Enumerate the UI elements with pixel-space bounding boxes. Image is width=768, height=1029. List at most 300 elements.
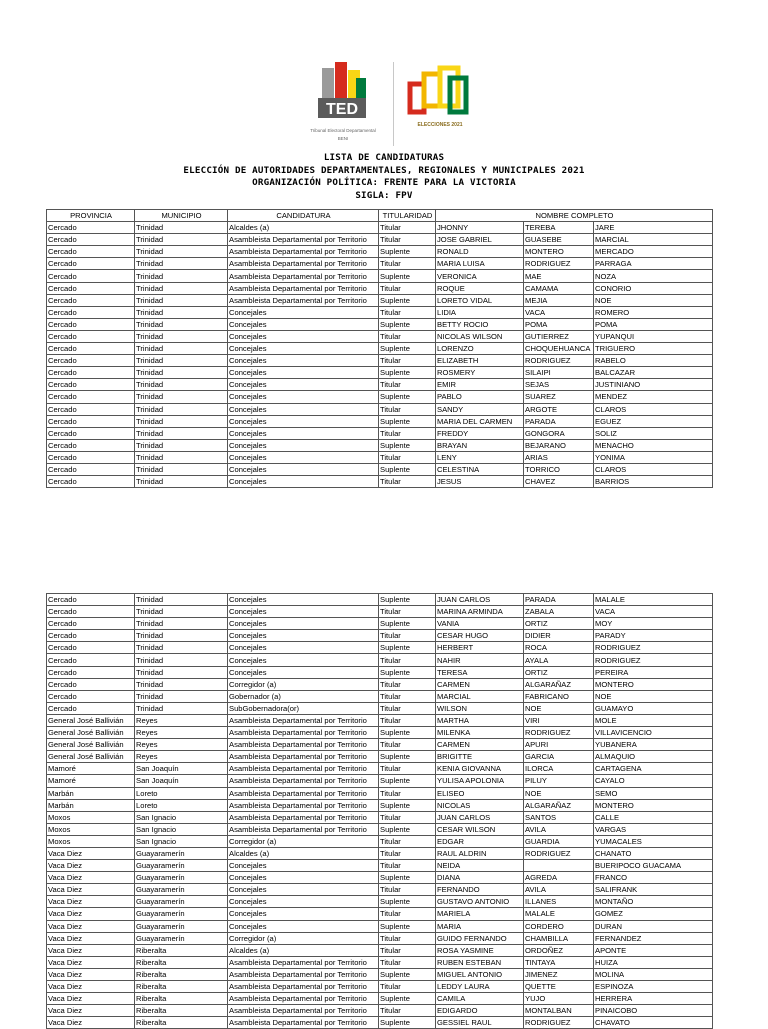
table-row: [47, 690, 713, 702]
apellido-materno-cell: MENDEZ: [594, 391, 713, 403]
table-row: [47, 451, 713, 463]
titularidad-cell: Suplente: [379, 343, 436, 355]
nombres-cell: ELIZABETH: [436, 355, 524, 367]
apellido-materno-cell: BUERIPOCO GUACAMA: [594, 860, 713, 872]
apellido-paterno-cell: [524, 860, 594, 872]
candidatura-cell: Asambleista Departamental por Territorio: [228, 727, 379, 739]
provincia-cell: General José Ballivián: [47, 739, 135, 751]
candidatura-cell: Concejales: [228, 630, 379, 642]
nombres-cell: TERESA: [436, 666, 524, 678]
municipio-cell: Trinidad: [135, 294, 228, 306]
apellido-materno-cell: FRANCO: [594, 872, 713, 884]
titularidad-cell: Suplente: [379, 872, 436, 884]
titularidad-cell: Titular: [379, 908, 436, 920]
titularidad-cell: Titular: [379, 811, 436, 823]
table-row: [47, 799, 713, 811]
table-row: [47, 896, 713, 908]
nombres-cell: MARTHA: [436, 714, 524, 726]
apellido-paterno-cell: RODRIGUEZ: [524, 1017, 594, 1029]
provincia-cell: Cercado: [47, 427, 135, 439]
provincia-cell: General José Ballivián: [47, 714, 135, 726]
apellido-materno-cell: HUIZA: [594, 956, 713, 968]
table-row: [47, 714, 713, 726]
municipio-cell: Trinidad: [135, 463, 228, 475]
nombres-cell: YULISA APOLONIA: [436, 775, 524, 787]
candidatura-cell: Concejales: [228, 884, 379, 896]
candidatura-cell: Asambleista Departamental por Territorio: [228, 763, 379, 775]
apellido-materno-cell: MENACHO: [594, 439, 713, 451]
nombres-cell: BRIGITTE: [436, 751, 524, 763]
nombres-cell: LORETO VIDAL: [436, 294, 524, 306]
municipio-cell: Trinidad: [135, 606, 228, 618]
municipio-cell: Reyes: [135, 727, 228, 739]
apellido-materno-cell: RABELO: [594, 355, 713, 367]
municipio-cell: Trinidad: [135, 318, 228, 330]
candidatura-cell: Concejales: [228, 403, 379, 415]
titularidad-cell: Titular: [379, 956, 436, 968]
municipio-cell: Trinidad: [135, 642, 228, 654]
municipio-cell: Guayaramerín: [135, 920, 228, 932]
provincia-cell: Cercado: [47, 451, 135, 463]
candidatura-cell: Alcaldes (a): [228, 847, 379, 859]
table-row: [47, 1017, 713, 1029]
apellido-paterno-cell: TEREBA: [524, 222, 594, 234]
table-row: [47, 246, 713, 258]
municipio-cell: Trinidad: [135, 702, 228, 714]
apellido-paterno-cell: CHOQUEHUANCA: [524, 343, 594, 355]
apellido-paterno-cell: JIMENEZ: [524, 968, 594, 980]
municipio-cell: Trinidad: [135, 355, 228, 367]
candidatura-cell: Alcaldes (a): [228, 222, 379, 234]
municipio-cell: Loreto: [135, 799, 228, 811]
table-row: [47, 993, 713, 1005]
municipio-cell: Guayaramerín: [135, 884, 228, 896]
nombres-cell: MILENKA: [436, 727, 524, 739]
apellido-materno-cell: VARGAS: [594, 823, 713, 835]
table-row: [47, 463, 713, 475]
titularidad-cell: Suplente: [379, 294, 436, 306]
titularidad-cell: Titular: [379, 835, 436, 847]
apellido-materno-cell: EGUEZ: [594, 415, 713, 427]
apellido-paterno-cell: APURI: [524, 739, 594, 751]
titularidad-cell: Suplente: [379, 618, 436, 630]
provincia-cell: Cercado: [47, 234, 135, 246]
titularidad-cell: Titular: [379, 678, 436, 690]
apellido-paterno-cell: POMA: [524, 318, 594, 330]
table-row: [47, 835, 713, 847]
nombres-cell: BETTY ROCIO: [436, 318, 524, 330]
candidatura-cell: Corregidor (a): [228, 835, 379, 847]
table-row: [47, 956, 713, 968]
candidatura-cell: Asambleista Departamental por Territorio: [228, 956, 379, 968]
table-row: [47, 823, 713, 835]
table-row: [47, 739, 713, 751]
provincia-cell: Cercado: [47, 270, 135, 282]
titularidad-cell: Suplente: [379, 415, 436, 427]
ted-logo: [296, 58, 390, 150]
apellido-paterno-cell: ORTIZ: [524, 618, 594, 630]
municipio-cell: Trinidad: [135, 330, 228, 342]
titularidad-cell: Suplente: [379, 727, 436, 739]
nombres-cell: EMIR: [436, 379, 524, 391]
apellido-materno-cell: PEREIRA: [594, 666, 713, 678]
provincia-cell: Cercado: [47, 702, 135, 714]
municipio-cell: Trinidad: [135, 594, 228, 606]
municipio-cell: Reyes: [135, 714, 228, 726]
table-row: [47, 630, 713, 642]
provincia-cell: Vaca Diez: [47, 932, 135, 944]
provincia-cell: Cercado: [47, 222, 135, 234]
titularidad-cell: Suplente: [379, 367, 436, 379]
candidatura-cell: Concejales: [228, 606, 379, 618]
titularidad-cell: Titular: [379, 379, 436, 391]
provincia-cell: Cercado: [47, 294, 135, 306]
provincia-cell: Vaca Diez: [47, 896, 135, 908]
table-row: [47, 944, 713, 956]
apellido-materno-cell: PARADY: [594, 630, 713, 642]
municipio-cell: Trinidad: [135, 234, 228, 246]
candidatura-cell: Asambleista Departamental por Territorio: [228, 294, 379, 306]
municipio-cell: Trinidad: [135, 618, 228, 630]
apellido-paterno-cell: MONTALBAN: [524, 1005, 594, 1017]
table-row: [47, 932, 713, 944]
titularidad-cell: Titular: [379, 330, 436, 342]
apellido-paterno-cell: SANTOS: [524, 811, 594, 823]
nombres-cell: NEIDA: [436, 860, 524, 872]
apellido-materno-cell: APONTE: [594, 944, 713, 956]
table-row: [47, 860, 713, 872]
candidatura-cell: Asambleista Departamental por Territorio: [228, 714, 379, 726]
candidatura-cell: Asambleista Departamental por Territorio: [228, 751, 379, 763]
elections-caption: ELECCIONES 2021: [417, 122, 463, 128]
apellido-paterno-cell: ORDOÑEZ: [524, 944, 594, 956]
candidatura-cell: Asambleista Departamental por Territorio: [228, 968, 379, 980]
municipio-cell: Guayaramerín: [135, 932, 228, 944]
nombres-cell: RAUL ALDRIN: [436, 847, 524, 859]
candidatura-cell: Asambleista Departamental por Territorio: [228, 787, 379, 799]
nombres-cell: JOSE GABRIEL: [436, 234, 524, 246]
nombres-cell: GUSTAVO ANTONIO: [436, 896, 524, 908]
apellido-paterno-cell: ALGARAÑAZ: [524, 678, 594, 690]
table-row: [47, 343, 713, 355]
candidatura-cell: Asambleista Departamental por Territorio: [228, 993, 379, 1005]
table-header-row: [47, 210, 713, 222]
candidatura-cell: Concejales: [228, 343, 379, 355]
table-row: [47, 884, 713, 896]
titularidad-cell: Suplente: [379, 1017, 436, 1029]
nombres-cell: BRAYAN: [436, 439, 524, 451]
candidatura-cell: Asambleista Departamental por Territorio: [228, 246, 379, 258]
provincia-cell: Cercado: [47, 690, 135, 702]
apellido-materno-cell: VILLAVICENCIO: [594, 727, 713, 739]
provincia-cell: Cercado: [47, 606, 135, 618]
titularidad-cell: Titular: [379, 234, 436, 246]
titularidad-cell: Titular: [379, 702, 436, 714]
table-body-part-1: [47, 222, 713, 488]
table-row: [47, 678, 713, 690]
provincia-cell: General José Ballivián: [47, 727, 135, 739]
apellido-materno-cell: SEMO: [594, 787, 713, 799]
municipio-cell: Trinidad: [135, 439, 228, 451]
table-row: [47, 222, 713, 234]
nombres-cell: VERONICA: [436, 270, 524, 282]
apellido-materno-cell: PARRAGA: [594, 258, 713, 270]
municipio-cell: Reyes: [135, 751, 228, 763]
municipio-cell: Trinidad: [135, 451, 228, 463]
provincia-cell: Cercado: [47, 403, 135, 415]
titularidad-cell: Titular: [379, 427, 436, 439]
apellido-paterno-cell: GUTIERREZ: [524, 330, 594, 342]
apellido-paterno-cell: FABRICANO: [524, 690, 594, 702]
apellido-materno-cell: MALALE: [594, 594, 713, 606]
candidatura-cell: Asambleista Departamental por Territorio: [228, 1005, 379, 1017]
apellido-materno-cell: CALLE: [594, 811, 713, 823]
provincia-cell: Cercado: [47, 355, 135, 367]
titularidad-cell: Titular: [379, 606, 436, 618]
apellido-paterno-cell: TORRICO: [524, 463, 594, 475]
nombres-cell: PABLO: [436, 391, 524, 403]
table-row: [47, 847, 713, 859]
table-row: [47, 751, 713, 763]
apellido-materno-cell: YUMACALES: [594, 835, 713, 847]
titularidad-cell: Suplente: [379, 318, 436, 330]
nombres-cell: HERBERT: [436, 642, 524, 654]
apellido-paterno-cell: RODRIGUEZ: [524, 355, 594, 367]
candidatura-cell: Asambleista Departamental por Territorio: [228, 258, 379, 270]
table-row: [47, 258, 713, 270]
apellido-materno-cell: MARCIAL: [594, 234, 713, 246]
apellido-paterno-cell: GUASEBE: [524, 234, 594, 246]
candidatura-cell: Concejales: [228, 872, 379, 884]
table-row: [47, 654, 713, 666]
table-row: [47, 367, 713, 379]
candidatura-cell: Concejales: [228, 391, 379, 403]
apellido-paterno-cell: GARCIA: [524, 751, 594, 763]
candidatura-cell: Asambleista Departamental por Territorio: [228, 823, 379, 835]
candidatura-cell: Concejales: [228, 367, 379, 379]
apellido-materno-cell: ESPINOZA: [594, 981, 713, 993]
provincia-cell: Cercado: [47, 246, 135, 258]
apellido-paterno-cell: SILAIPI: [524, 367, 594, 379]
provincia-cell: Moxos: [47, 823, 135, 835]
nombres-cell: JUAN CARLOS: [436, 594, 524, 606]
nombres-cell: JESUS: [436, 476, 524, 488]
provincia-cell: Cercado: [47, 379, 135, 391]
titularidad-cell: Titular: [379, 981, 436, 993]
apellido-paterno-cell: ILLANES: [524, 896, 594, 908]
table-row: [47, 908, 713, 920]
nombres-cell: KENIA GIOVANNA: [436, 763, 524, 775]
municipio-cell: Reyes: [135, 739, 228, 751]
table-row: [47, 872, 713, 884]
municipio-cell: Trinidad: [135, 282, 228, 294]
nombres-cell: EDIGARDO: [436, 1005, 524, 1017]
provincia-cell: Cercado: [47, 618, 135, 630]
candidatura-cell: Asambleista Departamental por Territorio: [228, 775, 379, 787]
apellido-paterno-cell: NOE: [524, 787, 594, 799]
apellido-materno-cell: TRIGUERO: [594, 343, 713, 355]
apellido-materno-cell: SALIFRANK: [594, 884, 713, 896]
table-row: [47, 811, 713, 823]
nombres-cell: WILSON: [436, 702, 524, 714]
apellido-materno-cell: CONORIO: [594, 282, 713, 294]
provincia-cell: Cercado: [47, 642, 135, 654]
table-row: [47, 787, 713, 799]
provincia-cell: Cercado: [47, 258, 135, 270]
candidates-table-part-1: [46, 209, 713, 488]
municipio-cell: San Ignacio: [135, 811, 228, 823]
table-row: [47, 727, 713, 739]
apellido-paterno-cell: RODRIGUEZ: [524, 258, 594, 270]
municipio-cell: Guayaramerín: [135, 908, 228, 920]
apellido-materno-cell: MERCADO: [594, 246, 713, 258]
titularidad-cell: Titular: [379, 630, 436, 642]
candidatura-cell: Concejales: [228, 451, 379, 463]
titularidad-cell: Titular: [379, 654, 436, 666]
provincia-cell: Vaca Diez: [47, 956, 135, 968]
nombres-cell: NICOLAS WILSON: [436, 330, 524, 342]
titularidad-cell: Titular: [379, 222, 436, 234]
candidatura-cell: Concejales: [228, 654, 379, 666]
apellido-paterno-cell: SUAREZ: [524, 391, 594, 403]
provincia-cell: Vaca Diez: [47, 944, 135, 956]
candidatura-cell: Concejales: [228, 642, 379, 654]
municipio-cell: Trinidad: [135, 246, 228, 258]
municipio-cell: Trinidad: [135, 343, 228, 355]
municipio-cell: Guayaramerín: [135, 847, 228, 859]
apellido-materno-cell: ROMERO: [594, 306, 713, 318]
table-row: [47, 702, 713, 714]
nombres-cell: JUAN CARLOS: [436, 811, 524, 823]
nombres-cell: ROSA YASMINE: [436, 944, 524, 956]
titularidad-cell: Suplente: [379, 463, 436, 475]
provincia-cell: Cercado: [47, 306, 135, 318]
apellido-paterno-cell: ORTIZ: [524, 666, 594, 678]
titularidad-cell: Suplente: [379, 775, 436, 787]
nombres-cell: SANDY: [436, 403, 524, 415]
municipio-cell: San Joaquín: [135, 763, 228, 775]
nombres-cell: MARCIAL: [436, 690, 524, 702]
table-row: [47, 379, 713, 391]
table-row: [47, 476, 713, 488]
table-row: [47, 1005, 713, 1017]
candidatura-cell: Concejales: [228, 920, 379, 932]
municipio-cell: Riberalta: [135, 1005, 228, 1017]
municipio-cell: Trinidad: [135, 654, 228, 666]
titularidad-cell: Titular: [379, 306, 436, 318]
candidatura-cell: Alcaldes (a): [228, 944, 379, 956]
nombres-cell: MARIA LUISA: [436, 258, 524, 270]
candidatura-cell: Concejales: [228, 330, 379, 342]
candidatura-cell: Concejales: [228, 306, 379, 318]
municipio-cell: Trinidad: [135, 678, 228, 690]
nombres-cell: MARIA: [436, 920, 524, 932]
municipio-cell: Trinidad: [135, 367, 228, 379]
titularidad-cell: Suplente: [379, 799, 436, 811]
titularidad-cell: Suplente: [379, 751, 436, 763]
table-row: [47, 968, 713, 980]
apellido-paterno-cell: AGREDA: [524, 872, 594, 884]
table-row: [47, 427, 713, 439]
title-line-2: ELECCIÓN DE AUTORIDADES DEPARTAMENTALES, REGIONALES Y MUNICIPALES 2021: [183, 164, 585, 176]
nombres-cell: MARIELA: [436, 908, 524, 920]
table-row: [47, 618, 713, 630]
provincia-cell: Vaca Diez: [47, 1005, 135, 1017]
candidatura-cell: Concejales: [228, 860, 379, 872]
municipio-cell: Guayaramerín: [135, 860, 228, 872]
municipio-cell: Trinidad: [135, 403, 228, 415]
provincia-cell: General José Ballivián: [47, 751, 135, 763]
table-row: [47, 763, 713, 775]
titularidad-cell: Suplente: [379, 439, 436, 451]
apellido-materno-cell: SOLIZ: [594, 427, 713, 439]
nombres-cell: LORENZO: [436, 343, 524, 355]
table-row: [47, 606, 713, 618]
apellido-paterno-cell: CORDERO: [524, 920, 594, 932]
nombres-cell: VANIA: [436, 618, 524, 630]
apellido-paterno-cell: VACA: [524, 306, 594, 318]
apellido-materno-cell: MONTERO: [594, 678, 713, 690]
apellido-materno-cell: MONTAÑO: [594, 896, 713, 908]
candidatura-cell: Corregidor (a): [228, 678, 379, 690]
municipio-cell: Riberalta: [135, 968, 228, 980]
municipio-cell: Trinidad: [135, 391, 228, 403]
apellido-paterno-cell: RODRIGUEZ: [524, 727, 594, 739]
apellido-materno-cell: JARE: [594, 222, 713, 234]
candidatura-cell: Concejales: [228, 439, 379, 451]
candidatura-cell: Concejales: [228, 463, 379, 475]
provincia-cell: Cercado: [47, 282, 135, 294]
title-line-4: SIGLA: FPV: [355, 189, 413, 201]
nombres-cell: ROSMERY: [436, 367, 524, 379]
municipio-cell: Guayaramerín: [135, 872, 228, 884]
municipio-cell: Trinidad: [135, 415, 228, 427]
apellido-materno-cell: YONIMA: [594, 451, 713, 463]
municipio-cell: Riberalta: [135, 944, 228, 956]
candidatura-cell: Concejales: [228, 896, 379, 908]
provincia-cell: Vaca Diez: [47, 884, 135, 896]
nombres-cell: MARIA DEL CARMEN: [436, 415, 524, 427]
titularidad-cell: Suplente: [379, 270, 436, 282]
municipio-cell: Trinidad: [135, 427, 228, 439]
candidatura-cell: Concejales: [228, 476, 379, 488]
apellido-paterno-cell: QUETTE: [524, 981, 594, 993]
apellido-materno-cell: NOZA: [594, 270, 713, 282]
apellido-paterno-cell: TINTAYA: [524, 956, 594, 968]
provincia-cell: Cercado: [47, 666, 135, 678]
apellido-paterno-cell: AVILA: [524, 884, 594, 896]
apellido-paterno-cell: VIRI: [524, 714, 594, 726]
header-municipio: MUNICIPIO: [135, 210, 228, 222]
titularidad-cell: Suplente: [379, 391, 436, 403]
ted-caption: Tribunal Electoral Departamental: [310, 128, 376, 133]
nombres-cell: RONALD: [436, 246, 524, 258]
titularidad-cell: Titular: [379, 860, 436, 872]
table-row: [47, 415, 713, 427]
table-row: [47, 642, 713, 654]
nombres-cell: EDGAR: [436, 835, 524, 847]
titularidad-cell: Titular: [379, 932, 436, 944]
nombres-cell: FERNANDO: [436, 884, 524, 896]
titularidad-cell: Suplente: [379, 594, 436, 606]
candidatura-cell: Corregidor (a): [228, 932, 379, 944]
header-nombre-completo: NOMBRE COMPLETO: [436, 210, 713, 222]
table-row: [47, 282, 713, 294]
provincia-cell: Vaca Diez: [47, 981, 135, 993]
nombres-cell: CESAR HUGO: [436, 630, 524, 642]
municipio-cell: Trinidad: [135, 630, 228, 642]
apellido-paterno-cell: SEJAS: [524, 379, 594, 391]
